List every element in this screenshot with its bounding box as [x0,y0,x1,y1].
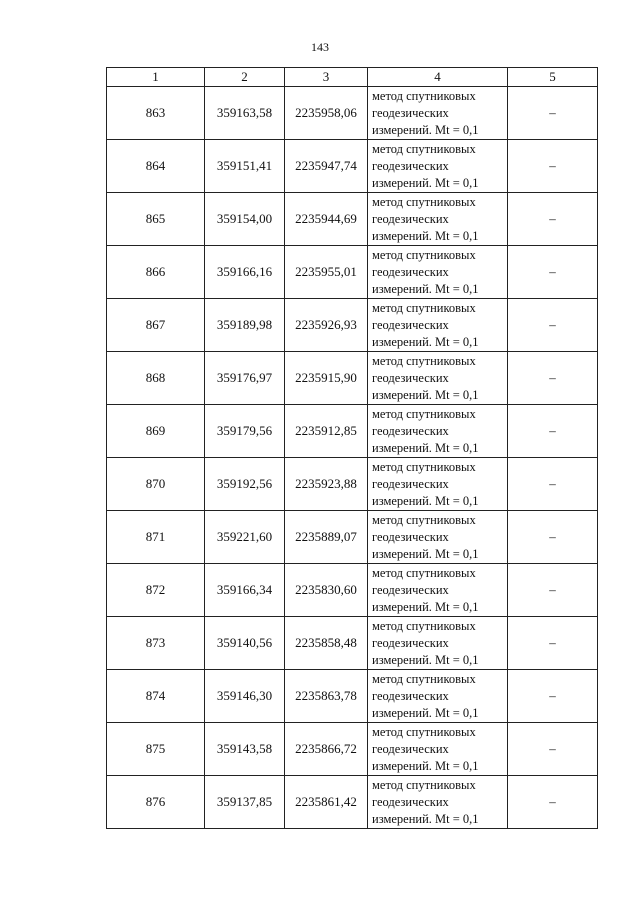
y-coordinate-cell: 2235958,06 [285,87,368,140]
method-line-1: метод спутниковых [372,141,476,156]
method-line-3: измерений. Mt = 0,1 [372,493,479,508]
note-cell: – [508,352,598,405]
method-cell [368,352,508,405]
x-coordinate-cell: 359221,60 [205,511,285,564]
x-coordinate-cell: 359140,56 [205,617,285,670]
method-line-2: геодезических [372,529,449,544]
method-line-1: метод спутниковых [372,300,476,315]
method-line-1: метод спутниковых [372,671,476,686]
point-number-cell: 863 [107,87,205,140]
x-coordinate-cell: 359189,98 [205,299,285,352]
x-coordinate-cell: 359166,34 [205,564,285,617]
method-cell [368,87,508,140]
note-cell: – [508,617,598,670]
y-coordinate-cell: 2235889,07 [285,511,368,564]
y-coordinate-cell: 2235912,85 [285,405,368,458]
y-coordinate-cell: 2235947,74 [285,140,368,193]
method-line-3: измерений. Mt = 0,1 [372,546,479,561]
y-coordinate-cell: 2235926,93 [285,299,368,352]
table-row [107,193,598,246]
point-number-cell: 866 [107,246,205,299]
table-row [107,511,598,564]
method-line-3: измерений. Mt = 0,1 [372,599,479,614]
x-coordinate-cell: 359192,56 [205,458,285,511]
table-row [107,458,598,511]
y-coordinate-cell: 2235863,78 [285,670,368,723]
x-coordinate-cell: 359143,58 [205,723,285,776]
x-coordinate-cell: 359176,97 [205,352,285,405]
x-coordinate-cell: 359163,58 [205,87,285,140]
note-cell: – [508,87,598,140]
column-header-5: 5 [508,68,598,87]
method-cell [368,511,508,564]
y-coordinate-cell: 2235830,60 [285,564,368,617]
method-line-3: измерений. Mt = 0,1 [372,811,479,826]
column-header-1: 1 [107,68,205,87]
table-row [107,670,598,723]
method-line-3: измерений. Mt = 0,1 [372,387,479,402]
method-line-2: геодезических [372,264,449,279]
x-coordinate-cell: 359154,00 [205,193,285,246]
method-line-1: метод спутниковых [372,777,476,792]
method-line-1: метод спутниковых [372,406,476,421]
point-number-cell: 872 [107,564,205,617]
point-number-cell: 865 [107,193,205,246]
method-line-2: геодезических [372,476,449,491]
point-number-cell: 875 [107,723,205,776]
x-coordinate-cell: 359179,56 [205,405,285,458]
method-cell [368,564,508,617]
note-cell: – [508,299,598,352]
column-header-2: 2 [205,68,285,87]
point-number-cell: 871 [107,511,205,564]
y-coordinate-cell: 2235955,01 [285,246,368,299]
x-coordinate-cell: 359166,16 [205,246,285,299]
y-coordinate-cell: 2235866,72 [285,723,368,776]
table-row [107,405,598,458]
point-number-cell: 868 [107,352,205,405]
method-line-3: измерений. Mt = 0,1 [372,334,479,349]
method-line-3: измерений. Mt = 0,1 [372,758,479,773]
table-row [107,617,598,670]
page-number: 143 [311,40,329,54]
note-cell: – [508,458,598,511]
method-line-2: геодезических [372,794,449,809]
method-cell [368,193,508,246]
note-cell: – [508,511,598,564]
method-line-2: геодезических [372,582,449,597]
y-coordinate-cell: 2235944,69 [285,193,368,246]
method-line-1: метод спутниковых [372,194,476,209]
method-cell [368,617,508,670]
x-coordinate-cell: 359137,85 [205,776,285,829]
method-line-2: геодезических [372,211,449,226]
method-line-1: метод спутниковых [372,459,476,474]
method-line-1: метод спутниковых [372,512,476,527]
method-line-3: измерений. Mt = 0,1 [372,175,479,190]
table-row [107,87,598,140]
x-coordinate-cell: 359146,30 [205,670,285,723]
point-number-cell: 876 [107,776,205,829]
method-line-2: геодезических [372,423,449,438]
y-coordinate-cell: 2235858,48 [285,617,368,670]
method-line-3: измерений. Mt = 0,1 [372,281,479,296]
y-coordinate-cell: 2235915,90 [285,352,368,405]
method-line-2: геодезических [372,158,449,173]
note-cell: – [508,246,598,299]
table-row [107,299,598,352]
method-line-1: метод спутниковых [372,724,476,739]
point-number-cell: 867 [107,299,205,352]
method-cell [368,140,508,193]
method-line-1: метод спутниковых [372,88,476,103]
method-line-2: геодезических [372,688,449,703]
x-coordinate-cell: 359151,41 [205,140,285,193]
method-line-3: измерений. Mt = 0,1 [372,652,479,667]
table-body [107,87,598,829]
method-cell [368,670,508,723]
table-row [107,246,598,299]
note-cell: – [508,776,598,829]
method-line-1: метод спутниковых [372,353,476,368]
table-row [107,776,598,829]
method-cell [368,723,508,776]
method-line-2: геодезических [372,370,449,385]
method-line-1: метод спутниковых [372,247,476,262]
method-line-3: измерений. Mt = 0,1 [372,705,479,720]
point-number-cell: 874 [107,670,205,723]
point-number-cell: 869 [107,405,205,458]
method-cell [368,246,508,299]
method-cell [368,458,508,511]
method-line-2: геодезических [372,317,449,332]
y-coordinate-cell: 2235923,88 [285,458,368,511]
point-number-cell: 873 [107,617,205,670]
table-header-row [107,68,598,87]
note-cell: – [508,405,598,458]
coordinates-table [106,67,598,829]
method-line-3: измерений. Mt = 0,1 [372,228,479,243]
table-row [107,352,598,405]
table-row [107,564,598,617]
note-cell: – [508,723,598,776]
y-coordinate-cell: 2235861,42 [285,776,368,829]
method-line-1: метод спутниковых [372,565,476,580]
note-cell: – [508,193,598,246]
method-cell [368,405,508,458]
method-cell [368,776,508,829]
method-line-3: измерений. Mt = 0,1 [372,122,479,137]
column-header-3: 3 [285,68,368,87]
note-cell: – [508,140,598,193]
table-row [107,140,598,193]
note-cell: – [508,564,598,617]
table-row [107,723,598,776]
method-line-3: измерений. Mt = 0,1 [372,440,479,455]
point-number-cell: 864 [107,140,205,193]
method-line-2: геодезических [372,741,449,756]
column-header-4: 4 [368,68,508,87]
point-number-cell: 870 [107,458,205,511]
method-line-1: метод спутниковых [372,618,476,633]
method-line-2: геодезических [372,635,449,650]
method-cell [368,299,508,352]
method-line-2: геодезических [372,105,449,120]
note-cell: – [508,670,598,723]
